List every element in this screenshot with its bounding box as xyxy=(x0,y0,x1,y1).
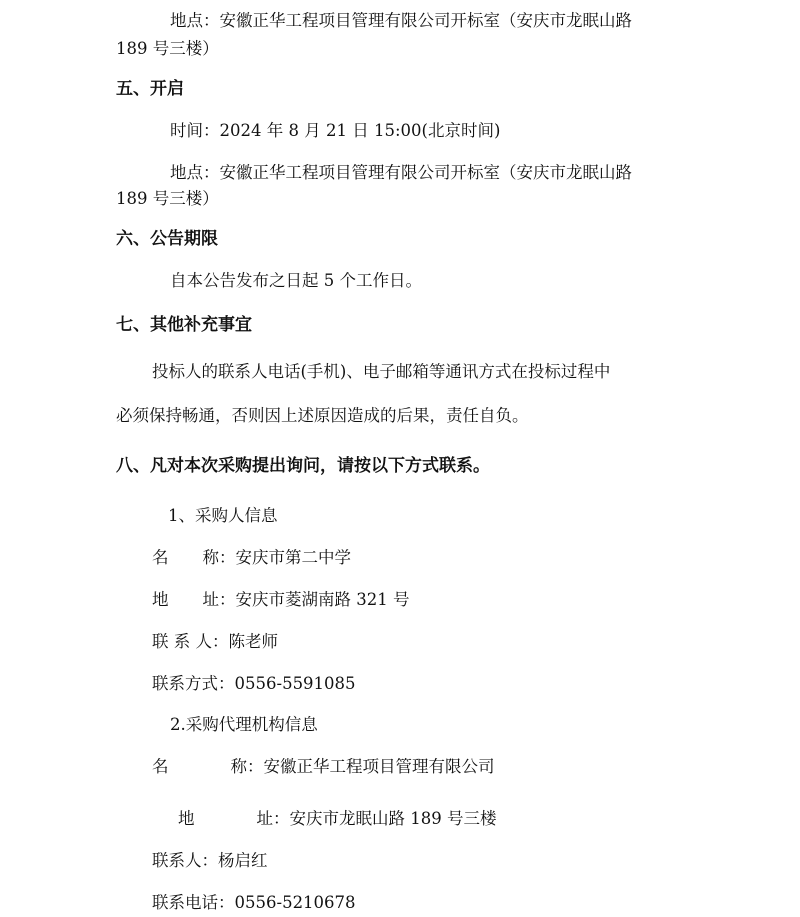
contact-label: 联 系 人： xyxy=(152,632,229,651)
agency-contact-row xyxy=(152,850,268,872)
section-7-heading: 七、其他补充事宜 xyxy=(116,315,252,335)
s4-location-line2: 189 号三楼） xyxy=(116,39,219,58)
purchaser-method-value: 0556-5591085 xyxy=(234,674,356,693)
method-label: 联系方式： xyxy=(152,674,235,693)
purchaser-name-row xyxy=(152,547,351,569)
name-label-a: 名 xyxy=(152,757,169,776)
s7-text-line2: 必须保持畅通，否则因上述原因造成的后果，责任自负。 xyxy=(116,406,529,425)
purchaser-address-row xyxy=(152,589,409,611)
agency-address-row xyxy=(178,808,496,830)
s7-text-line1: 投标人的联系人电话(手机)、电子邮箱等通讯方式在投标过程中 xyxy=(152,362,611,381)
agency-phone-row xyxy=(152,892,356,914)
addr-label-a: 地 xyxy=(178,809,195,828)
addr-label-b: 址： xyxy=(256,809,290,828)
s5-location-line2: 189 号三楼） xyxy=(116,189,219,208)
phone-label: 联系电话： xyxy=(152,893,235,912)
s4-location-line1: 地点：安徽正华工程项目管理有限公司开标室（安庆市龙眠山路 xyxy=(170,11,632,30)
name-label-b: 称： xyxy=(202,548,236,567)
purchaser-name-value: 安庆市第二中学 xyxy=(235,548,351,567)
addr-label-a: 地 xyxy=(152,590,169,609)
s5-location-line1: 地点：安徽正华工程项目管理有限公司开标室（安庆市龙眠山路 xyxy=(170,163,632,182)
purchaser-contact-row xyxy=(152,631,278,653)
agency-contact-value: 杨启红 xyxy=(218,851,268,870)
name-label-b: 称： xyxy=(230,757,264,776)
agency-address-value: 安庆市龙眠山路 189 号三楼 xyxy=(289,809,497,828)
section-5-heading: 五、开启 xyxy=(116,79,184,99)
agency-name-row xyxy=(152,756,495,778)
purchaser-address-value: 安庆市菱湖南路 321 号 xyxy=(235,590,410,609)
section-8-heading: 八、凡对本次采购提出询问，请按以下方式联系。 xyxy=(116,456,490,476)
agency-name-value: 安徽正华工程项目管理有限公司 xyxy=(263,757,495,776)
agency-title: 2.采购代理机构信息 xyxy=(170,715,318,734)
purchaser-contact-value: 陈老师 xyxy=(228,632,278,651)
purchaser-method-row xyxy=(152,673,356,695)
s6-text: 自本公告发布之日起 5 个工作日。 xyxy=(170,271,422,290)
agency-phone-value: 0556-5210678 xyxy=(234,893,356,912)
section-6-heading: 六、公告期限 xyxy=(116,229,218,249)
addr-label-b: 址： xyxy=(202,590,236,609)
contact-label: 联系人： xyxy=(152,851,218,870)
purchaser-title: 1、采购人信息 xyxy=(168,506,278,525)
name-label-a: 名 xyxy=(152,548,169,567)
s5-time: 时间：2024 年 8 月 21 日 15:00(北京时间) xyxy=(170,121,501,140)
